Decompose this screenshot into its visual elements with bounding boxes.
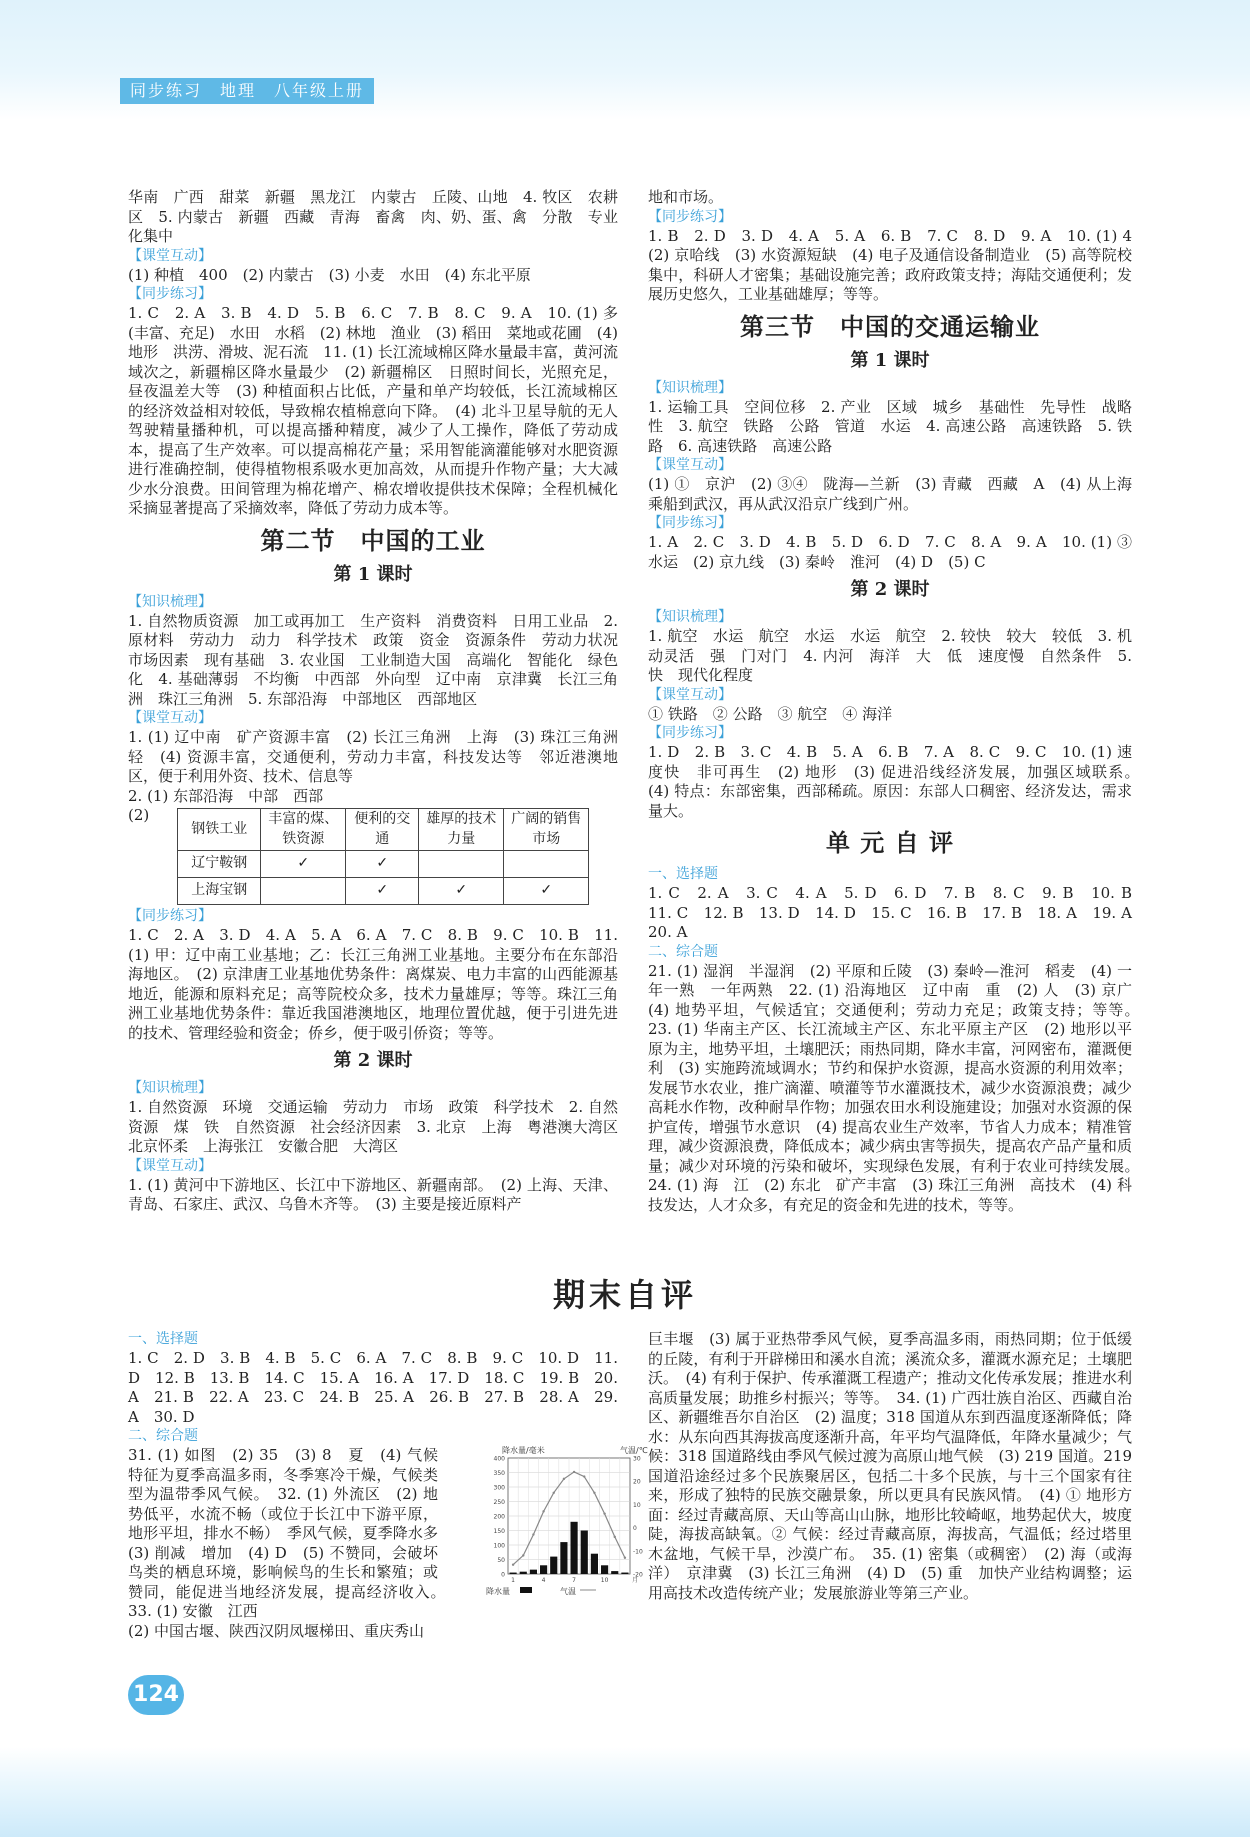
precip-bar bbox=[520, 1572, 527, 1574]
section-label: 【同步练习】 bbox=[128, 908, 212, 924]
section-label: 【课堂互动】 bbox=[648, 686, 732, 703]
temp-point bbox=[593, 1492, 595, 1494]
left-column bbox=[128, 188, 634, 1215]
answer-text: 1. D 2. B 3. C 4. B 5. A 6. B 7. A 8. C 9. C 10. (1) 速度快 非可再生 (2) 地形 (3) 促进沿线经济发展，加强区域联系。 (4) 特点：东部密集，西部稀疏。原因：东部人口稠密、经济发达，需求量大。 bbox=[648, 743, 1148, 820]
section-label: 【同步练习】 bbox=[648, 515, 732, 531]
chart-tick-label-right: 20 bbox=[633, 1478, 641, 1486]
temp-point bbox=[512, 1564, 514, 1566]
legend-precip-label: 降水量 bbox=[486, 1587, 510, 1596]
legend-temp-label: 气温 bbox=[560, 1587, 576, 1596]
chart-tick-label-x: 1 bbox=[511, 1577, 515, 1584]
answer-text: 1. 自然物质资源 加工或再加工 生产资料 消费资料 日用工业品 2. 原材料 劳动力 动力 科学技术 政策 资金 资源条件 劳动力状况 市场因素 现有基础 3. 农业国 工业制造大国 高端化 智能化 绿色化 4. 基础薄弱 不均衡 中西部 外向型 辽中南 京津冀 长江三角洲 珠江三角洲 5. 东部沿海 中部地区 西部地区 bbox=[128, 611, 634, 708]
table-wrapper bbox=[128, 806, 618, 907]
temp-point bbox=[563, 1478, 565, 1480]
intro-text: 华南 广西 甜菜 新疆 黑龙江 内蒙古 丘陵、山地 4. 牧区 农耕区 5. 内蒙古 新疆 西藏 青海 畜禽 肉、奶、蛋、禽 分散 专业化集中 bbox=[128, 188, 618, 245]
table-cell: ✓ bbox=[346, 851, 419, 878]
lesson-title: 第 2 课时 bbox=[850, 579, 930, 600]
chart-tick-label-left: 0 bbox=[501, 1571, 505, 1579]
answer-text: 1. C 2. A 3. C 4. A 5. D 6. D 7. B 8. C 9. B 10. B 11. C 12. B 13. D 14. D 15. C 16. B 17. B 18. A 19. A 20. A bbox=[648, 884, 1148, 941]
precip-bar bbox=[540, 1565, 547, 1574]
legend-precip-swatch bbox=[520, 1587, 532, 1593]
answer-text: 1. C 2. A 3. B 4. D 5. B 6. C 7. B 8. C 9. A 10. (1) 多(丰富、充足) 水田 水稻 (2) 林地 渔业 (3) 稻田 菜地或花圃 (4) 地形 洪涝、滑坡、泥石流 11. (1) 长江流域棉区降水量最丰富，黄河流域次之，新疆棉区降水量最少 (2) 新疆棉区 日照时间长，光照充足，昼夜温差大等 (3) 种植面积占比低，产量和单产均较低，长江流域棉区的经济效益相对较低，导致棉农植棉意向下降。 (4) 北斗卫星导航的无人驾驶精量播种机，可以提高播种精度，减少了人工操作，降低了劳动成本，提高了生产效率。可以提高棉花产量；采用智能滴灌能够对水肥资源进行准确控制，使得植物根系吸水更加高效，从而提升作物产量；大大减少水分浪费。田间管理为棉花增产、棉农增收提供技术保障；全程机械化采摘显著提高了采摘效率，降低了劳动力成本等。 bbox=[128, 304, 618, 517]
answer-text: 1. C 2. A 3. D 4. A 5. A 6. A 7. C 8. B 9. C 10. B 11. (1) 甲：辽中南工业基地；乙：长江三角洲工业基地。主要分布在东部沿海地区。 (2) 京津唐工业基地优势条件：离煤炭、电力丰富的山西能源基地近，能源和原料充足；高等院校众多，技术力量雄厚；等等。珠江三角洲工业基地优势条件：靠近我国港澳地区，地理位置优越，便于引进先进的技术、管理经验和资金；侨乡，便于吸引侨资；等等。 bbox=[128, 926, 618, 1042]
lesson-title: 第 1 课时 bbox=[850, 349, 930, 371]
temp-point bbox=[553, 1492, 555, 1494]
table-row bbox=[178, 851, 589, 878]
answer-text: ① 铁路 ② 公路 ③ 航空 ④ 海洋 bbox=[648, 704, 893, 723]
answer-text: (1) ① 京沪 (2) ③④ 陇海—兰新 (3) 青藏 西藏 A (4) 从上海乘船到武汉，再从武汉沿京广线到广州。 bbox=[648, 475, 1132, 513]
section-title: 第二节 中国的工业 bbox=[260, 525, 486, 555]
intro-text: 地和市场。 bbox=[648, 188, 724, 206]
temp-point bbox=[573, 1471, 575, 1473]
table-cell: ✓ bbox=[504, 878, 589, 905]
answer-text: 1. (1) 辽中南 矿产资源丰富 (2) 长江三角洲 上海 (3) 珠江三角洲 轻 (4) 资源丰富，交通便利，劳动力丰富，科技发达等 邻近港澳地区，便于利用外资、技术、信息等 bbox=[128, 728, 634, 785]
table-cell bbox=[419, 851, 504, 878]
answer-text: 2. (1) 东部沿海 中部 西部 bbox=[128, 786, 324, 805]
temp-point bbox=[542, 1510, 544, 1512]
chart-tick-label-right: 30 bbox=[633, 1455, 641, 1463]
temp-point bbox=[624, 1557, 626, 1559]
table-cell: ✓ bbox=[261, 851, 346, 878]
chart-tick-label-left: 300 bbox=[493, 1484, 505, 1492]
answer-text: 1. 航空 水运 航空 水运 水运 航空 2. 较快 较大 较低 3. 机动灵活 强 门对门 4. 内河 海洋 大 低 速度慢 自然条件 5. 快 现代化程度 bbox=[648, 627, 1132, 684]
precip-bar bbox=[530, 1570, 537, 1574]
section-label: 二、综合题 bbox=[128, 1428, 198, 1444]
section-title: 第三节 中国的交通运输业 bbox=[740, 311, 1040, 341]
answer-text: 1. 自然资源 环境 交通运输 劳动力 市场 政策 科学技术 2. 自然资源 煤 铁 自然资源 社会经济因素 3. 北京 上海 粤港澳大湾区 北京怀柔 上海张江 安徽合肥 大湾区 bbox=[128, 1098, 634, 1155]
table-header: 广阔的销售市场 bbox=[504, 809, 589, 851]
temp-point bbox=[583, 1475, 585, 1477]
table-row bbox=[178, 878, 589, 905]
chart-tick-label-left: 250 bbox=[493, 1499, 505, 1506]
chart-ticks bbox=[494, 1456, 643, 1585]
answer-text: 1. (1) 黄河中下游地区、长江中下游地区、新疆南部。 (2) 上海、天津、青岛、石家庄、武汉、乌鲁木齐等。 (3) 主要是接近原料产 bbox=[128, 1175, 618, 1213]
answer-text: 1. C 2. D 3. B 4. B 5. C 6. A 7. C 8. B 9. C 10. D 11. D 12. B 13. B 14. C 15. A 16. A 17. D 18. C 19. B 20. A 21. B 22. A 23. C 24. B 25. A 26. B 27. B 28. A 29. A 30. D bbox=[128, 1349, 618, 1426]
section-label: 一、选择题 bbox=[128, 1331, 198, 1347]
section-label: 【知识梳理】 bbox=[128, 1080, 212, 1096]
final-right-column bbox=[648, 1330, 1132, 1603]
temp-point bbox=[603, 1512, 605, 1514]
temp-point bbox=[614, 1536, 616, 1538]
table-lead: (2) bbox=[128, 806, 150, 824]
table-cell: ✓ bbox=[346, 878, 419, 905]
section-label: 【课堂互动】 bbox=[128, 1157, 212, 1174]
section-label: 【知识梳理】 bbox=[648, 379, 732, 396]
chart-tick-label-x: 7 bbox=[572, 1577, 576, 1584]
section-label: 一、选择题 bbox=[648, 866, 718, 882]
lesson-title: 第 1 课时 bbox=[333, 563, 413, 585]
chart-tick-label-left: 200 bbox=[493, 1513, 505, 1521]
table-header: 便利的交通 bbox=[346, 809, 419, 851]
chart-tick-label-right: -10 bbox=[633, 1548, 643, 1556]
answer-text: (1) 种植 400 (2) 内蒙古 (3) 小麦 水田 (4) 东北平原 bbox=[128, 265, 531, 284]
chart-tick-label-x: 4 bbox=[541, 1577, 546, 1584]
section-label: 【同步练习】 bbox=[648, 725, 732, 741]
page-number: 124 bbox=[128, 1675, 184, 1715]
precip-bar bbox=[560, 1542, 567, 1574]
temp-point bbox=[522, 1554, 524, 1556]
section-label: 【知识梳理】 bbox=[128, 593, 212, 610]
book-header: 同步练习 地理 八年级上册 bbox=[120, 78, 374, 104]
table-cell bbox=[261, 878, 346, 905]
unit-title: 单 元 自 评 bbox=[825, 828, 955, 857]
chart-tick-label-left: 400 bbox=[493, 1455, 505, 1463]
precip-bar bbox=[571, 1522, 578, 1574]
section-label: 【课堂互动】 bbox=[128, 710, 212, 726]
section-label: 【同步练习】 bbox=[128, 286, 212, 302]
answer-text: 1. 运输工具 空间位移 2. 产业 区域 城乡 基础性 先导性 战略性 3. 航空 铁路 公路 管道 水运 4. 高速公路 高速铁路 5. 铁路 6. 高速铁路 高速公路 bbox=[648, 397, 1132, 455]
answer-text: 巨丰堰 (3) 属于亚热带季风气候，夏季高温多雨，雨热同期；位于低缓的丘陵，有利于开辟梯田和溪水自流；溪流众多，灌溉水源充足；土壤肥沃。 (4) 有利于保护、传承灌溉工程遗产；推动文化传承发展；推进水利高质量发展；助推乡村振兴；等等。 34. (1) 广西壮族自治区、西藏自治区、新疆维吾尔自治区 (2) 温度；318 国道从东到西温度逐渐降低；降水：从东向西其海拔高度逐渐升高，年平均气温降低，年降水量减少；气候：318 国道路线由季风气候过渡为高原山地气候 (3) 219 国道。219 国道沿途经过多个民族聚居区，包括二十多个民族，与十三个国家有往来，形成了独特的民族交融景象，所以更具有民族风情。 (4) ① 地形方面：经过青藏高原、天山等高山山脉，地形比较崎岖，地势起伏大，坡度陡，海拔高缺氧。② 气候：经过青藏高原，海拔高，气温低；经过塔里木盆地，气候干旱，沙漠广布。 35. (1) 密集（或稠密） (2) 海（或海洋） 京津冀 (3) 长江三角洲 (4) D (5) 重 加快产业结构调整；运用高技术改造传统产业；发展旅游业等第三产业。 bbox=[648, 1330, 1132, 1602]
section-label: 【课堂互动】 bbox=[648, 457, 732, 473]
table-cell bbox=[504, 851, 589, 878]
table-cell: 上海宝钢 bbox=[178, 878, 261, 905]
section-label: 【同步练习】 bbox=[648, 208, 732, 225]
precip-bar bbox=[581, 1531, 588, 1575]
right-column bbox=[648, 188, 1148, 1215]
section-label: 【知识梳理】 bbox=[648, 609, 732, 625]
chart-tick-label-left: 150 bbox=[493, 1528, 505, 1535]
table-cell: 辽宁鞍钢 bbox=[178, 851, 261, 878]
answer-text: 1. A 2. C 3. D 4. B 5. D 6. D 7. C 8. A 9. A 10. (1) ③ 水运 (2) 京九线 (3) 秦岭 淮河 (4) D (5) C bbox=[648, 533, 1148, 571]
chart-axis-label-precip: 降水量/毫米 bbox=[502, 1446, 545, 1455]
final-title: 期末自评 bbox=[552, 1276, 697, 1314]
section-label: 【课堂互动】 bbox=[128, 247, 212, 264]
steel-table bbox=[177, 808, 589, 905]
precip-bar bbox=[601, 1565, 608, 1574]
chart-axis-label-temp: 气温/℃ bbox=[620, 1446, 648, 1455]
chart-tick-label-left: 100 bbox=[493, 1542, 505, 1550]
table-header: 钢铁工业 bbox=[178, 809, 261, 851]
footer-band bbox=[0, 1747, 1250, 1837]
precip-bar bbox=[550, 1557, 557, 1574]
lesson-title: 第 2 课时 bbox=[333, 1050, 413, 1071]
chart-tick-label-right: 0 bbox=[633, 1525, 637, 1533]
chart-tick-label-x: 10 bbox=[600, 1577, 609, 1584]
section-label: 二、综合题 bbox=[648, 943, 718, 960]
climate-chart bbox=[480, 1444, 660, 1599]
chart-tick-label-right: -20 bbox=[633, 1571, 643, 1579]
precip-bar bbox=[510, 1573, 517, 1574]
chart-tick-label-left: 350 bbox=[493, 1470, 505, 1477]
precip-bar bbox=[621, 1573, 628, 1574]
precip-bar bbox=[611, 1571, 618, 1574]
precip-bar bbox=[591, 1554, 598, 1574]
answer-text: 21. (1) 湿润 半湿润 (2) 平原和丘陵 (3) 秦岭—淮河 稻麦 (4) 一年一熟 一年两熟 22. (1) 沿海地区 辽中南 重 (2) 人 (3) 京广 (4) 地势平坦，气候适宜；交通便利；劳动力充足；政策支持；等等。 23. (1) 华南主产区、长江流域主产区、东北平原主产区 (2) 地形以平原为主，地势平坦，土壤肥沃；雨热同期，降水丰富，河网密布，灌溉便利 (3) 实施跨流域调水；节约和保护水资源，提高水资源的利用效率；发展节水农业，推广滴灌、喷灌等节水灌溉技术，减少水资源浪费；减少高耗水作物，改种耐旱作物；加强农田水利设施建设；加强对水资源的保护宣传，增强节水意识 (4) 提高农业生产效率，节省人力成本；精准管理，减少资源浪费，降低成本；减少病虫害等损失，提高农产品产量和质量；减少对环境的污染和破坏，实现绿色发展，有利于农业可持续发展。 24. (1) 海 江 (2) 东北 矿产丰富 (3) 珠江三角洲 高技术 (4) 科技发达，人才众多，有充足的资金和先进的技术，等等。 bbox=[648, 961, 1148, 1214]
answer-text: 1. B 2. D 3. D 4. A 5. A 6. B 7. C 8. D 9. A 10. (1) 4 (2) 京哈线 (3) 水资源短缺 (4) 电子及通信设备制造业 (5) 高等院校集中，科研人才密集；基础设施完善；政府政策支持；海陆交通便利；发展历史悠久，工业基础雄厚；等等。 bbox=[648, 226, 1148, 303]
temp-point bbox=[532, 1533, 534, 1535]
chart-tick-label-right: 10 bbox=[633, 1501, 641, 1509]
chart-tick-label-left: 50 bbox=[497, 1557, 505, 1564]
chart-axis-label-x: 月 bbox=[632, 1577, 639, 1584]
table-header: 丰富的煤、铁资源 bbox=[261, 809, 346, 851]
answer-text: 31. (1) 如图 (2) 35 (3) 8 夏 (4) 气候特征为夏季高温多雨，冬季寒冷干燥，气候类型为温带季风气候。 32. (1) 外流区 (2) 地势低平，水流不畅（或位于长江中下游平原，地形平坦，排水不畅） 季风气候，夏季降水多 (3) 削减 增加 (4) D (5) 不赞同，会破坏鸟类的栖息环境，影响候鸟的生长和繁殖；或赞同，能促进当地经济发展，提高经济收入。 33. (1) 安徽 江西 bbox=[128, 1446, 454, 1620]
table-cell: ✓ bbox=[419, 878, 504, 905]
table-header: 雄厚的技术力量 bbox=[419, 809, 504, 851]
answer-text: (2) 中国古堰、陕西汉阴凤堰梯田、重庆秀山 bbox=[128, 1621, 425, 1640]
